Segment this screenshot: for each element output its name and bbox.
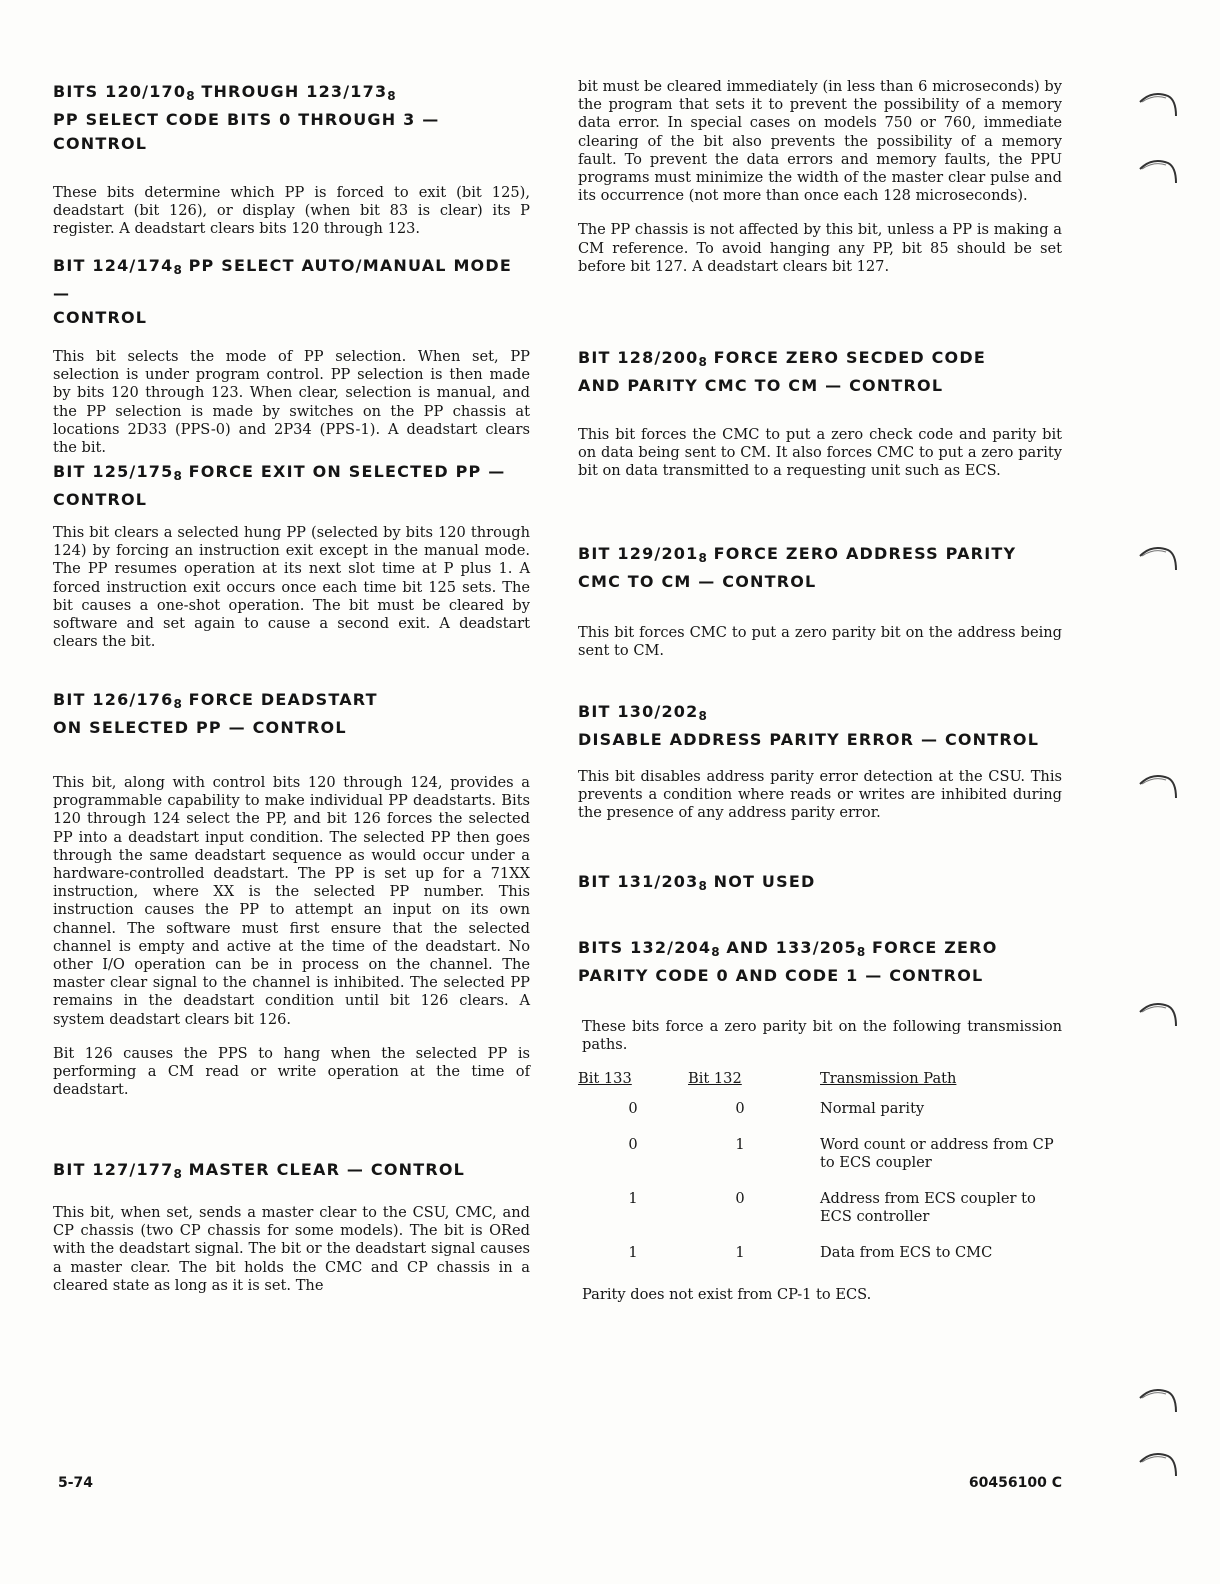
table-cell: 0: [735, 1100, 745, 1117]
section-heading: BIT $126/176_8$ FORCE DEADSTART ON SELECTED PP — CONTROL: [53, 690, 378, 737]
section-heading: BIT $131/203_8$ NOT USED: [578, 872, 816, 893]
section-body: This bit selects the mode of PP selection. When set, PP selection is under program control. PP selection is then made by bits 120 through 123. When clear, selection is manual, and the PP selection is made by switches on the PP chassis at locations 2D33 (PPS-0) and 2P34 (PPS-1). A deadstart clears the bit.: [53, 348, 530, 457]
page-number: 5-74: [58, 1475, 94, 1491]
column-header: Transmission Path: [820, 1070, 957, 1087]
table-row: [578, 1190, 1062, 1244]
table-row: [578, 1244, 1062, 1280]
parity-note: Parity does not exist from CP-1 to ECS.: [582, 1286, 872, 1303]
table-cell: 1: [628, 1244, 638, 1261]
section-heading: BIT $124/174_8$ PP SELECT AUTO/MANUAL MODE — CONTROL: [53, 256, 512, 327]
section-bit-131: [578, 870, 1062, 898]
section-body: bit must be cleared immediately (in less than 6 microseconds) by the program that sets it to prevent the possibility of a memory data error. In special cases on models 750 or 760, immediate clearing of the bit also prevents the possibility of a memory fault. To prevent the data errors and memory faults, the PPU programs must minimize the width of the master clear pulse and its occurrence (not more than once each 128 microseconds).: [578, 78, 1062, 205]
table-cell: 1: [735, 1244, 745, 1261]
section-body-2: The PP chassis is not affected by this bit, unless a PP is making a CM reference. To avoid hanging any PP, bit 85 should be set before bit 127. A deadstart clears bit 127.: [578, 221, 1062, 275]
section-bits-120-123: [53, 80, 530, 239]
section-bit-128: [578, 346, 1062, 481]
table-cell: 1: [735, 1136, 745, 1153]
section-body: This bit, along with control bits 120 through 124, provides a programmable capability to make individual PP deadstarts. Bits 120 through 124 select the PP, and bit 126 forces the selected PP into a deadstart input condition. The selected PP then goes through the same deadstart sequence as would occur under a hardware-controlled deadstart. The PP is set up for a 71XX instruction, where XX is the selected PP number. This instruction causes the PP to attempt an input on its own channel. The software must first ensure that the selected channel is empty and active at the time of the deadstart. No other I/O operation can be in process on the channel. The master clear signal to the channel is inhibited. The selected PP remains in the deadstart condition until bit 126 clears. A system deadstart clears bit 126.: [53, 774, 530, 1028]
bit-127-continued: [578, 78, 1062, 276]
section-bit-130: [578, 700, 1062, 823]
table-header-row: [578, 1070, 1062, 1100]
section-heading: BIT $125/175_8$ FORCE EXIT ON SELECTED PP — CONTROL: [53, 462, 506, 509]
binder-hole-mark-icon: [1138, 1448, 1180, 1478]
binder-hole-mark-icon: [1138, 998, 1180, 1028]
section-heading: BITS $132/204_8$ AND $133/205_8$ FORCE ZERO PARITY CODE 0 AND CODE 1 — CONTROL: [578, 938, 998, 985]
section-heading: BITS $120/170_8$ THROUGH $123/173_8$ PP SELECT CODE BITS 0 THROUGH 3 — CONTROL: [53, 82, 440, 153]
section-body: These bits force a zero parity bit on the following transmission paths.: [582, 1018, 1062, 1054]
table-row: [578, 1136, 1062, 1190]
document-number: 60456100 C: [968, 1475, 1062, 1491]
section-body: This bit, when set, sends a master clear to the CSU, CMC, and CP chassis (two CP chassis for some models). The bit is ORed with the deadstart signal. The bit or the deadstart signal causes a master clear. The bit holds the CMC and CP chassis in a cleared state as long as it is set. The: [53, 1204, 530, 1294]
table-cell: 0: [628, 1100, 638, 1117]
section-heading: BIT $127/177_8$ MASTER CLEAR — CONTROL: [53, 1160, 466, 1181]
table-cell: Word count or address from CP to ECS coupler: [820, 1136, 1054, 1171]
transmission-path-table: [578, 1070, 1062, 1280]
table-cell: 1: [628, 1190, 638, 1207]
section-bit-129: [578, 542, 1062, 660]
table-cell: Normal parity: [820, 1100, 925, 1117]
section-heading: BIT $130/202_8$ DISABLE ADDRESS PARITY ERROR — CONTROL: [578, 702, 1040, 749]
binder-hole-mark-icon: [1138, 1384, 1180, 1414]
binder-hole-mark-icon: [1138, 88, 1180, 118]
section-body: This bit clears a selected hung PP (selected by bits 120 through 124) by forcing an instruction exit except in the manual mode. The PP resumes operation at its next slot time at P plus 1. A forced instruction exit occurs once each time bit 125 sets. The bit causes a one-shot operation. The bit must be cleared by software and set again to cause a second exit. A deadstart clears the bit.: [53, 524, 530, 651]
table-cell: Data from ECS to CMC: [820, 1244, 993, 1261]
section-body: This bit forces the CMC to put a zero check code and parity bit on data being sent to CM. It also forces CMC to put a zero parity bit on data transmitted to a requesting unit such as ECS.: [578, 426, 1062, 480]
section-body-2: Bit 126 causes the PPS to hang when the selected PP is performing a CM read or write operation at the time of deadstart.: [53, 1044, 530, 1099]
table-cell: 0: [735, 1190, 745, 1207]
section-body: These bits determine which PP is forced to exit (bit 125), deadstart (bit 126), or display (when bit 83 is clear) its P register. A deadstart clears bits 120 through 123.: [53, 184, 530, 238]
section-bit-125: [53, 460, 530, 651]
column-header: Bit 133: [578, 1070, 632, 1087]
section-bit-126: [53, 688, 530, 1099]
section-bit-124: [53, 254, 530, 457]
section-heading: BIT $129/201_8$ FORCE ZERO ADDRESS PARITY CMC TO CM — CONTROL: [578, 544, 1017, 591]
section-body: This bit disables address parity error detection at the CSU. This prevents a condition where reads or writes are inhibited during the presence of any address parity error.: [578, 768, 1062, 822]
binder-hole-mark-icon: [1138, 542, 1180, 572]
binder-hole-mark-icon: [1138, 770, 1180, 800]
table-row: [578, 1100, 1062, 1136]
section-heading: BIT $128/200_8$ FORCE ZERO SECDED CODE AND PARITY CMC TO CM — CONTROL: [578, 348, 986, 395]
table-cell: 0: [628, 1136, 638, 1153]
section-bit-127: [53, 1158, 530, 1295]
section-body: This bit forces CMC to put a zero parity bit on the address being sent to CM.: [578, 624, 1062, 660]
column-header: Bit 132: [688, 1070, 742, 1087]
section-bits-132-133: [578, 936, 1062, 1054]
table-cell: Address from ECS coupler to ECS controller: [820, 1190, 1036, 1225]
binder-hole-mark-icon: [1138, 155, 1180, 185]
